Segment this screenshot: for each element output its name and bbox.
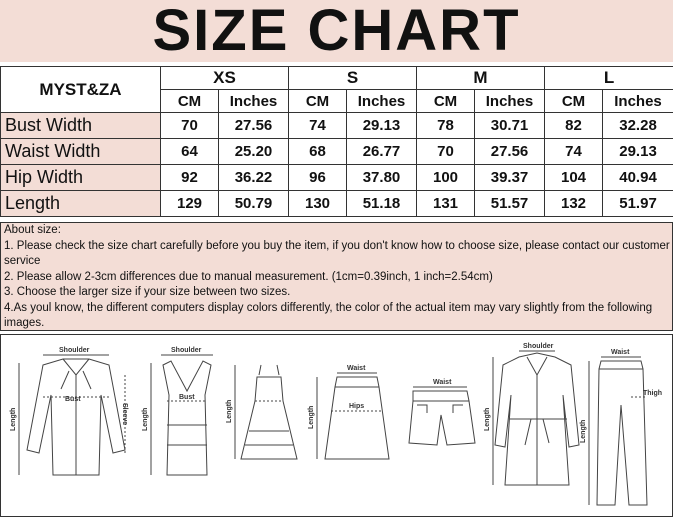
table-cell: 26.77 — [347, 139, 417, 165]
table-cell: 68 — [289, 139, 347, 165]
unit-inches: Inches — [219, 90, 289, 113]
table-cell: 27.56 — [219, 113, 289, 139]
size-m-header: M — [417, 67, 545, 90]
table-row-waist — [1, 139, 673, 165]
shorts-diagram — [409, 387, 475, 445]
table-cell: 30.71 — [475, 113, 545, 139]
table-cell: 51.57 — [475, 191, 545, 217]
table-row-bust — [1, 113, 673, 139]
unit-cm: CM — [545, 90, 603, 113]
row-label: Length — [1, 191, 161, 217]
length-label: Length — [308, 405, 315, 429]
size-table — [0, 66, 673, 217]
table-cell: 36.22 — [219, 165, 289, 191]
table-cell: 64 — [161, 139, 219, 165]
row-label: Waist Width — [1, 139, 161, 165]
unit-inches: Inches — [347, 90, 417, 113]
table-cell: 40.94 — [603, 165, 673, 191]
length-label: Length — [142, 407, 149, 431]
table-cell: 92 — [161, 165, 219, 191]
cami-dress-diagram — [235, 365, 297, 459]
note-line: 2. Please allow 2-3cm differences due to manual measurement. (1cm=0.39inch, 1 inch=2.54cm) — [4, 270, 493, 283]
unit-cm: CM — [289, 90, 347, 113]
bust-label: Bust — [65, 396, 81, 403]
table-cell: 82 — [545, 113, 603, 139]
measurement-diagrams — [0, 334, 673, 517]
table-cell: 131 — [417, 191, 475, 217]
table-cell: 32.28 — [603, 113, 673, 139]
unit-cm: CM — [417, 90, 475, 113]
note-line: 4.As youl know, the different computers display colors differently, the color of the actual item may vary slightly from the following images. — [4, 301, 653, 329]
length-label: Length — [226, 399, 233, 423]
size-xs-header: XS — [161, 67, 289, 90]
table-cell: 104 — [545, 165, 603, 191]
shoulder-label: Shoulder — [59, 347, 90, 354]
trench-coat-diagram — [493, 351, 579, 485]
blouse-diagram — [19, 355, 125, 475]
table-cell: 78 — [417, 113, 475, 139]
table-cell: 129 — [161, 191, 219, 217]
table-cell: 27.56 — [475, 139, 545, 165]
size-s-header: S — [289, 67, 417, 90]
table-cell: 100 — [417, 165, 475, 191]
unit-inches: Inches — [475, 90, 545, 113]
waist-label: Waist — [611, 349, 630, 356]
table-cell: 74 — [545, 139, 603, 165]
page-title: SIZE CHART — [152, 0, 521, 63]
table-cell: 29.13 — [347, 113, 417, 139]
garment-illustrations — [1, 335, 672, 516]
table-cell: 37.80 — [347, 165, 417, 191]
size-notes — [0, 222, 673, 331]
shoulder-label: Shoulder — [523, 343, 554, 350]
size-header-row — [1, 67, 673, 90]
unit-cm: CM — [161, 90, 219, 113]
table-cell: 51.18 — [347, 191, 417, 217]
size-l-header: L — [545, 67, 673, 90]
length-label: Length — [10, 407, 17, 431]
notes-heading: About size: — [4, 224, 61, 236]
note-line: 1. Please check the size chart carefully before you buy the item, if you don't know how to choose size, please contact our customer service — [4, 239, 670, 267]
unit-inches: Inches — [603, 90, 673, 113]
note-line: 3. Choose the larger size if your size between two sizes. — [4, 286, 291, 298]
pants-diagram — [589, 357, 647, 505]
table-cell: 50.79 — [219, 191, 289, 217]
table-cell: 29.13 — [603, 139, 673, 165]
shoulder-label: Shoulder — [171, 347, 202, 354]
table-cell: 70 — [417, 139, 475, 165]
row-label: Hip Width — [1, 165, 161, 191]
table-row-length — [1, 191, 673, 217]
tank-top-diagram — [151, 355, 213, 475]
waist-label: Waist — [433, 379, 452, 386]
table-cell: 130 — [289, 191, 347, 217]
length-label: Length — [580, 419, 587, 443]
table-cell: 74 — [289, 113, 347, 139]
table-cell: 70 — [161, 113, 219, 139]
thigh-label: Thigh — [643, 390, 663, 397]
row-label: Bust Width — [1, 113, 161, 139]
hips-label: Hips — [349, 403, 365, 410]
table-row-hip — [1, 165, 673, 191]
length-label: Length — [484, 407, 491, 431]
table-cell: 25.20 — [219, 139, 289, 165]
table-cell: 51.97 — [603, 191, 673, 217]
bust-label: Bust — [179, 394, 195, 401]
brand-name: MYST&ZA — [1, 67, 161, 113]
waist-label: Waist — [347, 365, 366, 372]
skirt-diagram — [317, 373, 389, 459]
table-cell: 132 — [545, 191, 603, 217]
table-cell: 96 — [289, 165, 347, 191]
sleeve-label: Sleeve — [121, 403, 128, 426]
table-cell: 39.37 — [475, 165, 545, 191]
title-band — [0, 0, 673, 62]
